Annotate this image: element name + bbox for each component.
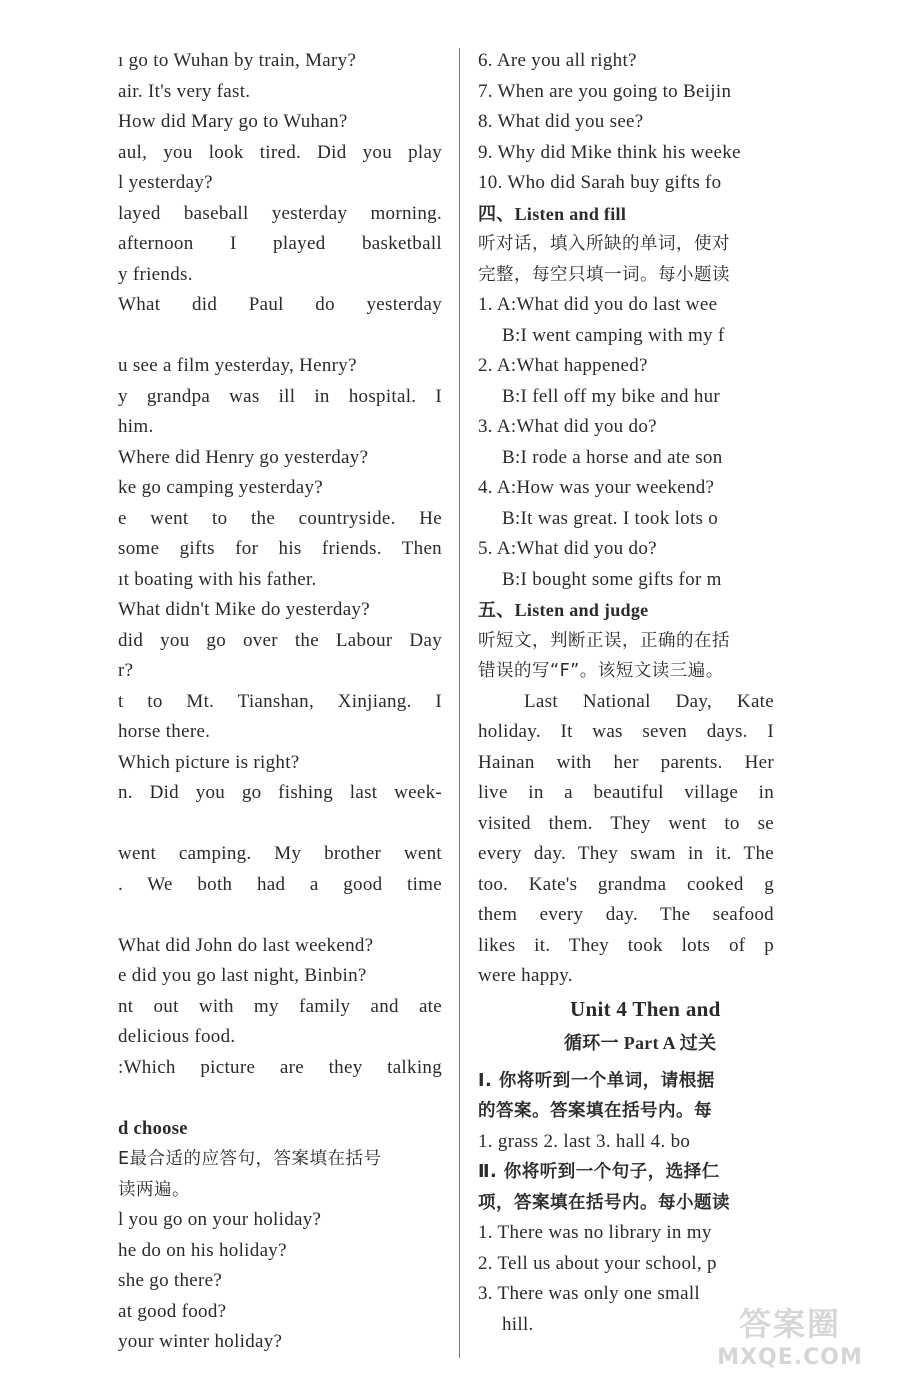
right-column-line: B:It was great. I took lots o <box>502 507 719 529</box>
left-column-line: did you go over the Labour Day <box>118 629 442 651</box>
right-column-line: Unit 4 Then and <box>570 996 721 1021</box>
right-column-line: 8. What did you see? <box>478 111 644 132</box>
left-column-line: ke go camping yesterday? <box>118 477 324 498</box>
left-column-line: aul, you look tired. Did you play <box>118 141 442 163</box>
right-column-line: hill. <box>502 1313 534 1335</box>
right-column-line: holiday. It was seven days. I <box>478 721 774 742</box>
right-column-line: live in a beautiful village in <box>478 782 774 803</box>
left-column-line: 读两遍。 <box>118 1179 190 1200</box>
left-column-line: delicious food. <box>118 1026 236 1047</box>
left-column-line: :Which picture are they talking <box>118 1056 442 1078</box>
right-column-line: 1. grass 2. last 3. hall 4. bo <box>478 1130 691 1152</box>
left-column-line: he do on his holiday? <box>118 1239 287 1261</box>
left-column-line: ı go to Wuhan by train, Mary? <box>118 50 357 71</box>
column-divider <box>459 48 460 1358</box>
left-column-line: E最合适的应答句，答案填在括号 <box>118 1149 382 1169</box>
right-column-line: visited them. They went to se <box>478 812 774 834</box>
watermark-logo <box>690 1304 890 1384</box>
right-column-line: Ⅰ. 你将听到一个单词，请根据 <box>478 1070 715 1091</box>
right-column-line: B:I bought some gifts for m <box>502 568 722 590</box>
right-column-line: Ⅱ. 你将听到一个句子，选择仁 <box>478 1162 720 1182</box>
right-column-line: 5. A:What did you do? <box>478 538 657 559</box>
right-column-line: 2. A:What happened? <box>478 355 648 376</box>
left-column-line: d choose <box>118 1118 188 1139</box>
left-column-line: at good food? <box>118 1300 227 1322</box>
left-column-line: went camping. My brother went <box>118 843 442 864</box>
right-column-line: 五、Listen and judge <box>478 600 649 620</box>
left-column-line: How did Mary go to Wuhan? <box>118 111 348 132</box>
left-column-line: your winter holiday? <box>118 1331 283 1352</box>
right-column-line: 4. A:How was your weekend? <box>478 477 715 498</box>
right-column-line: them every day. The seafood <box>478 904 774 925</box>
right-column-line: 听对话，填入所缺的单词，使对 <box>478 234 730 254</box>
right-column-line: 3. There was only one small <box>478 1283 700 1304</box>
left-column-line: afternoon I played basketball <box>118 233 442 254</box>
right-column-line: B:I rode a horse and ate son <box>502 446 723 468</box>
right-column-line: 四、Listen and fill <box>478 203 627 224</box>
left-column-line: n. Did you go fishing last week- <box>118 782 442 803</box>
left-column-line <box>118 809 442 840</box>
right-column-line: B:I went camping with my f <box>502 324 725 346</box>
left-column-line: ıt boating with his father. <box>118 568 317 590</box>
left-column-line: l you go on your holiday? <box>118 1209 322 1230</box>
left-column-line: e went to the countryside. He <box>118 507 442 529</box>
right-column-line: too. Kate's grandma cooked g <box>478 873 774 895</box>
left-column-line: y friends. <box>118 263 193 285</box>
right-column-line: 2. Tell us about your school, p <box>478 1252 717 1274</box>
left-column-line: Which picture is right? <box>118 751 300 773</box>
right-column-line: 完整，每空只填一词。每小题读 <box>478 264 730 285</box>
watermark-url: MXQE.COM <box>717 1345 863 1370</box>
left-column-line: l yesterday? <box>118 172 213 193</box>
right-column-line: 错误的写“F”。该短文读三遍。 <box>478 661 724 681</box>
right-column-line: 3. A:What did you do? <box>478 416 657 437</box>
left-column-line: horse there. <box>118 721 211 742</box>
left-column-line: him. <box>118 416 154 437</box>
left-column-line: What did Paul do yesterday <box>118 294 442 315</box>
left-column-line <box>118 900 442 931</box>
left-column-line: What didn't Mike do yesterday? <box>118 599 370 620</box>
left-column-line: r? <box>118 660 134 681</box>
right-column-line: 项，答案填在括号内。每小题读 <box>478 1192 730 1213</box>
right-column-line: every day. They swam in it. The <box>478 843 774 864</box>
right-column-line: 1. There was no library in my <box>478 1222 712 1243</box>
left-column <box>118 46 442 1358</box>
left-column-line: u see a film yesterday, Henry? <box>118 355 357 376</box>
left-column-line: t to Mt. Tianshan, Xinjiang. I <box>118 690 442 712</box>
right-column-line: Hainan with her parents. Her <box>478 751 774 773</box>
left-column-line: Where did Henry go yesterday? <box>118 446 369 468</box>
right-column-line: 听短文，判断正误，正确的在括 <box>478 630 730 651</box>
right-column-line: 的答案。答案填在括号内。每 <box>478 1101 712 1121</box>
left-column-line: What did John do last weekend? <box>118 934 374 956</box>
right-column-line: were happy. <box>478 965 573 986</box>
right-column-line: Last National Day, Kate <box>524 690 774 712</box>
watermark-text: 答案圈 <box>738 1305 841 1343</box>
right-column-line: 6. Are you all right? <box>478 50 637 71</box>
right-column-line: 10. Who did Sarah buy gifts fo <box>478 172 722 193</box>
left-column-line: air. It's very fast. <box>118 80 251 102</box>
right-column-line: 7. When are you going to Beijin <box>478 80 732 102</box>
right-column-line: B:I fell off my bike and hur <box>502 385 721 407</box>
right-column <box>478 46 774 1340</box>
left-column-line: e did you go last night, Binbin? <box>118 965 367 986</box>
left-column-line: . We both had a good time <box>118 873 442 895</box>
left-column-line: she go there? <box>118 1270 223 1291</box>
right-column-line: 9. Why did Mike think his weeke <box>478 141 741 163</box>
left-column-line: layed baseball yesterday morning. <box>118 202 442 224</box>
right-column-line: likes it. They took lots of p <box>478 934 774 956</box>
left-column-line: nt out with my family and ate <box>118 995 442 1017</box>
left-column-line <box>118 321 442 352</box>
left-column-line <box>118 1083 442 1114</box>
left-column-line: some gifts for his friends. Then <box>118 538 442 559</box>
right-column-line: 循环一 Part A 过关 <box>564 1032 717 1053</box>
left-column-line: y grandpa was ill in hospital. I <box>118 385 442 407</box>
right-column-line: 1. A:What did you do last wee <box>478 294 718 315</box>
